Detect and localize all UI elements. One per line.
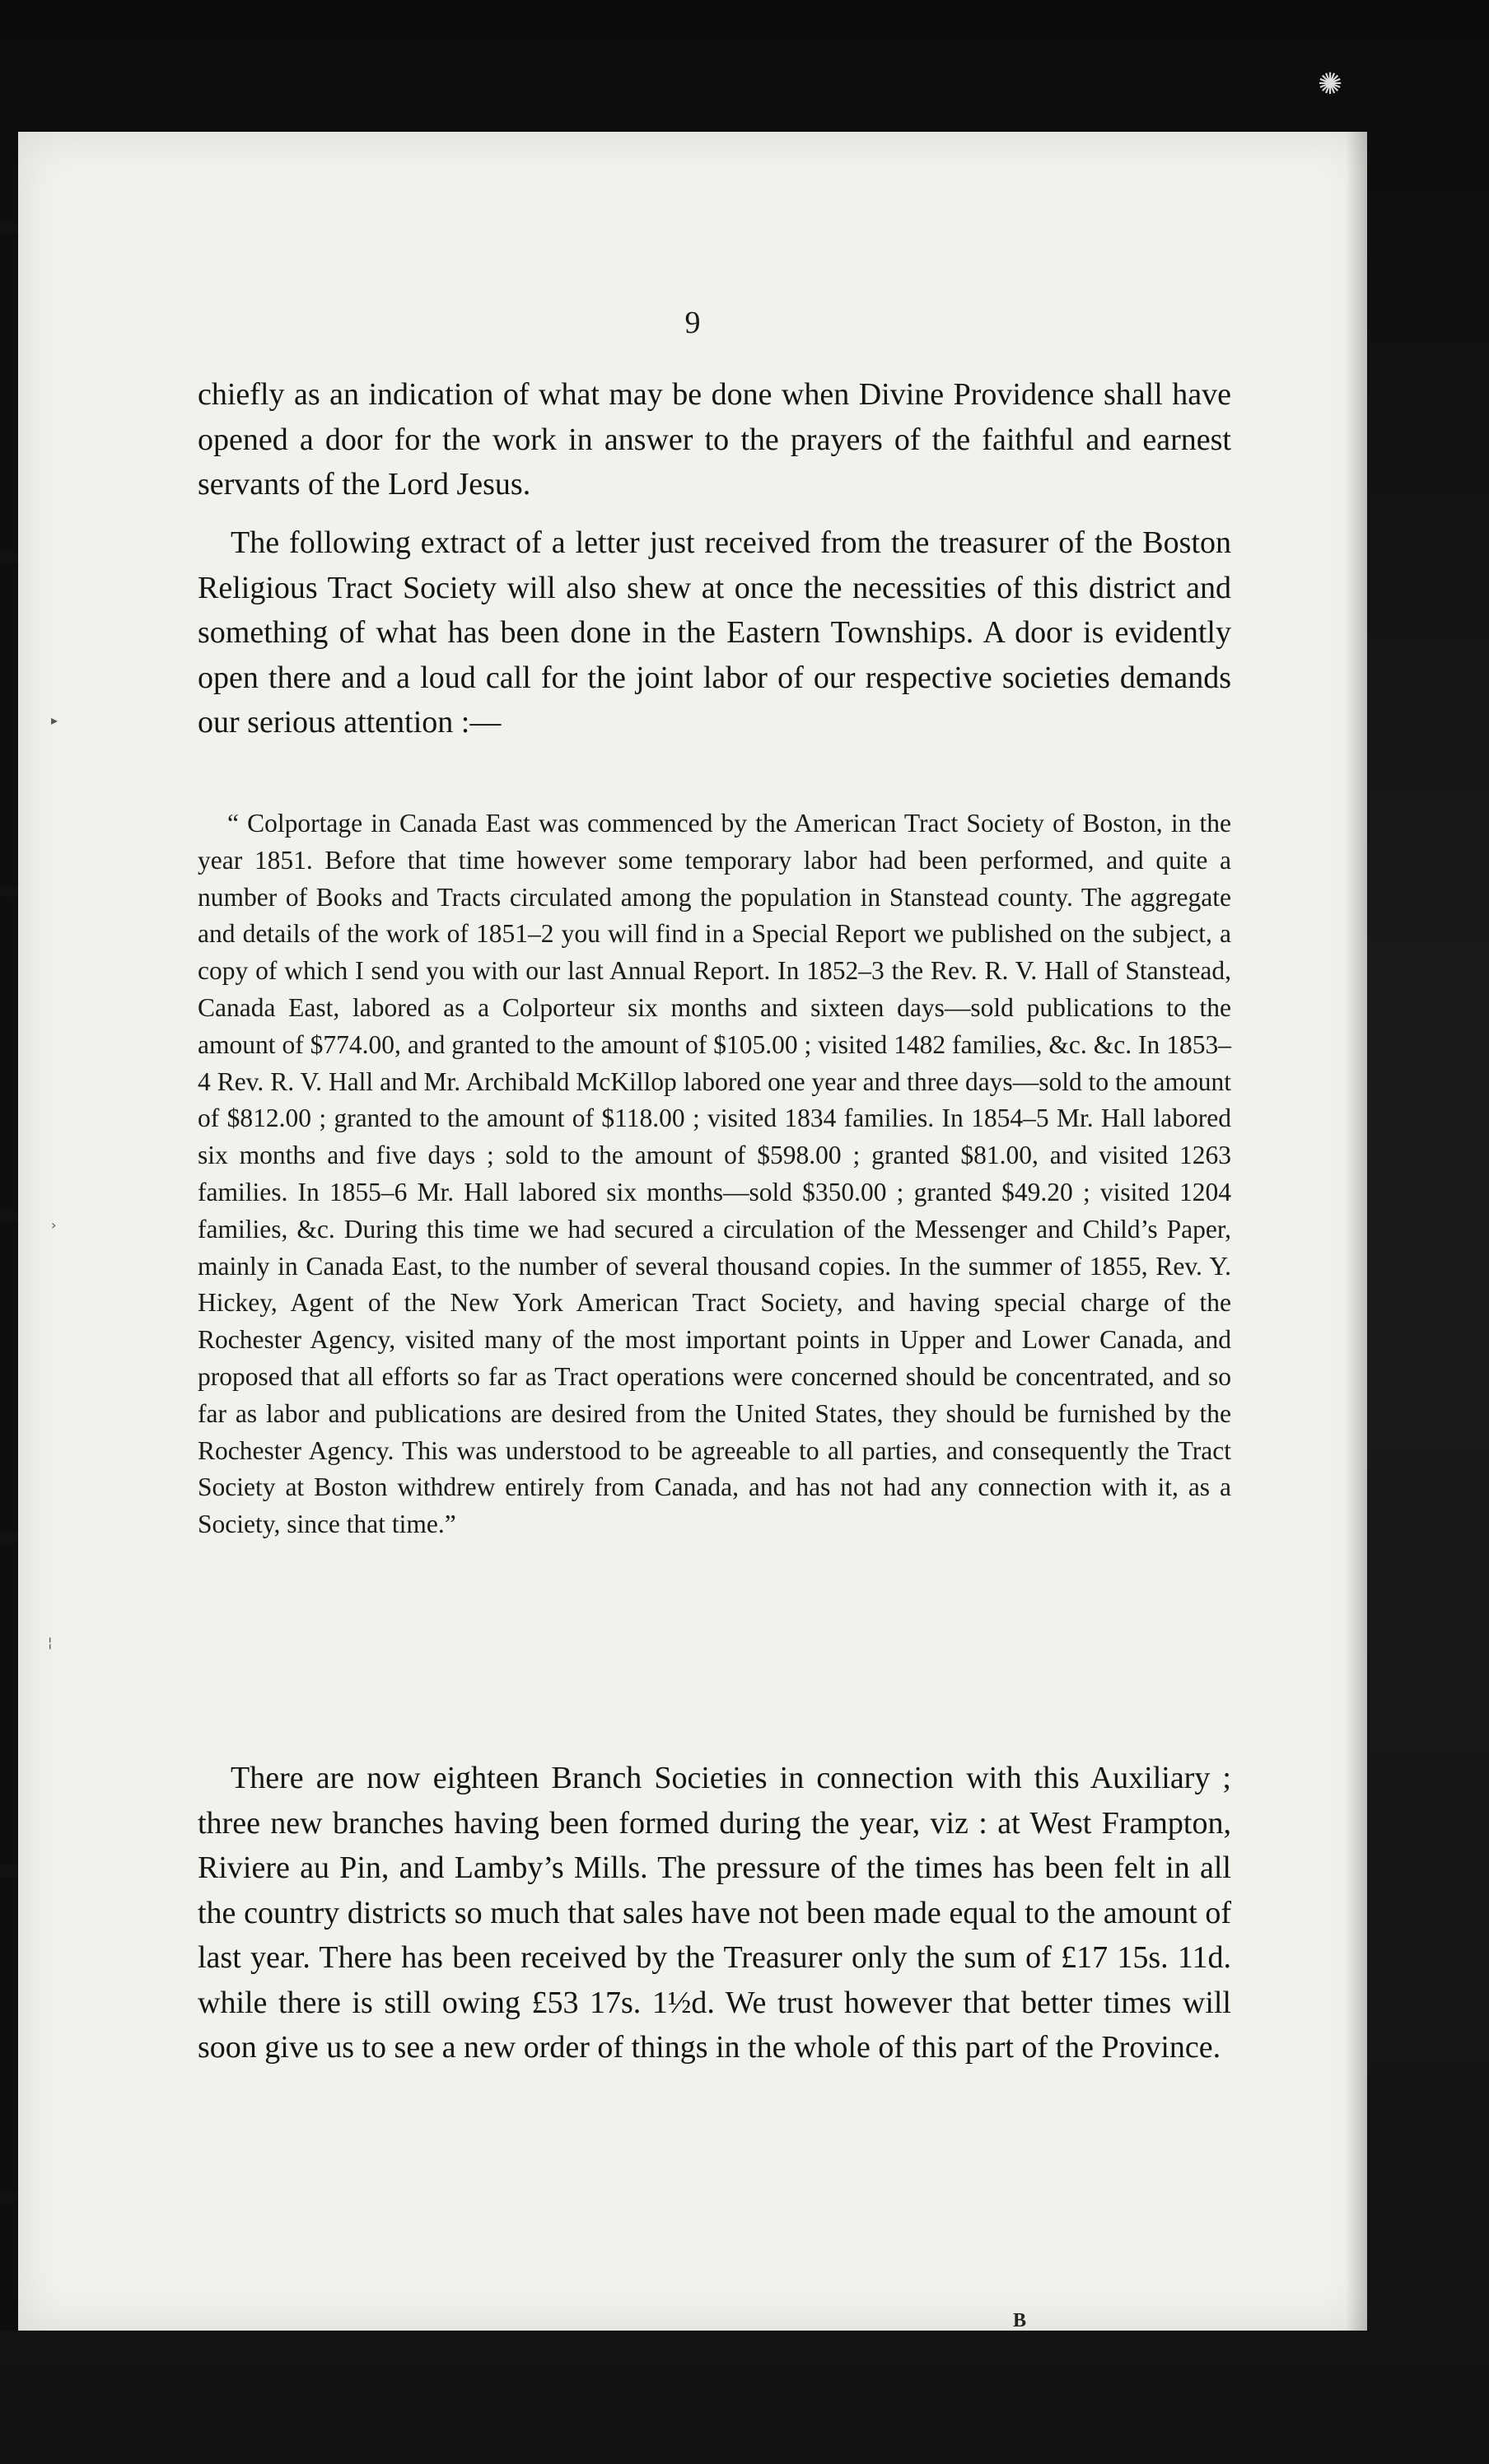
signature-mark: B [1013,2310,1027,2331]
paragraph-3: There are now eighteen Branch Societies in connection with this Auxiliary ; three new branches having been formed during the year, viz : at West Frampton, Riviere au Pin, and Lamby’s Mills. The pressure of the times has been felt in all the country districts so much that sales have not been made equal to the amount of last year. There has been received by the Treasurer only the sum of £17 15s. 11d. while there is still owing £53 17s. 1½d. We trust however that better times will soon give us to see a new order of things in the whole of this part of the Province. [198,1761,1231,2065]
paragraph-2: The following extract of a letter just received from the treasurer of the Boston Religious Tract Society will also shew at once the necessities of this district and something of what has been done in the Eastern Townships. A door is evidently open there and a loud call for the joint labor of our respective societies demands our serious attention :— [198,525,1231,740]
margin-mark-icon: ▸ [51,712,58,728]
page-edge-shadow [1346,132,1367,2331]
quoted-letter: “ Colportage in Canada East was commenced by the American Tract Society of Boston, in the year 1851. Before that time however some temporary labor had been performed, and quite a number of Books and Tracts circulated among the population in Stanstead county. The aggregate and details of the work of 1851–2 you will find in a Special Report we published on the subject, a copy of which I send you with our last Annual Report. In 1852–3 the Rev. R. V. Hall of Stanstead, Canada East, labored as a Colporteur six months and sixteen days—sold publications to the amount of $774.00, and granted to the amount of $105.00 ; visited 1482 families, &c. &c. In 1853–4 Rev. R. V. Hall and Mr. Archibald McKillop labored one year and three days—sold to the amount of $812.00 ; granted to the amount of $118.00 ; visited 1834 families. In 1854–5 Mr. Hall labored six months and five days ; sold to the amount of $598.00 ; granted $81.00, and visited 1263 families. In 1855–6 Mr. Hall labored six months—sold $350.00 ; granted $49.20 ; visited 1204 families, &c. During this time we had secured a circulation of the Messenger and Child’s Paper, mainly in Canada East, to the number of several thousand copies. In the summer of 1855, Rev. Y. Hickey, Agent of the New York American Tract Society, and having special charge of the Rochester Agency, visited many of the most important points in Upper and Lower Canada, and proposed that all efforts so far as Tract operations were concerned should be concentrated, and so far as labor and publications are desired from the United States, they should be furnished by the Rochester Agency. This was understood to be agreeable to all parties, and consequently the Tract Society at Boston withdrew entirely from Canada, and has not had any connection with it, as a Society, since that time.” [198,809,1231,1539]
page-number: 9 [684,306,701,340]
margin-mark-icon: ¦ [48,1635,53,1650]
book-binding [0,132,18,2331]
margin-mark-icon: › [51,1217,57,1233]
document-page [18,132,1367,2331]
scan-speck-icon: ✺ [1318,68,1343,101]
paragraph-1: chiefly as an indication of what may be done when Divine Providence shall have opened a door for the work in answer to the prayers of the faithful and earnest servants of the Lord Jesus. [198,377,1231,502]
